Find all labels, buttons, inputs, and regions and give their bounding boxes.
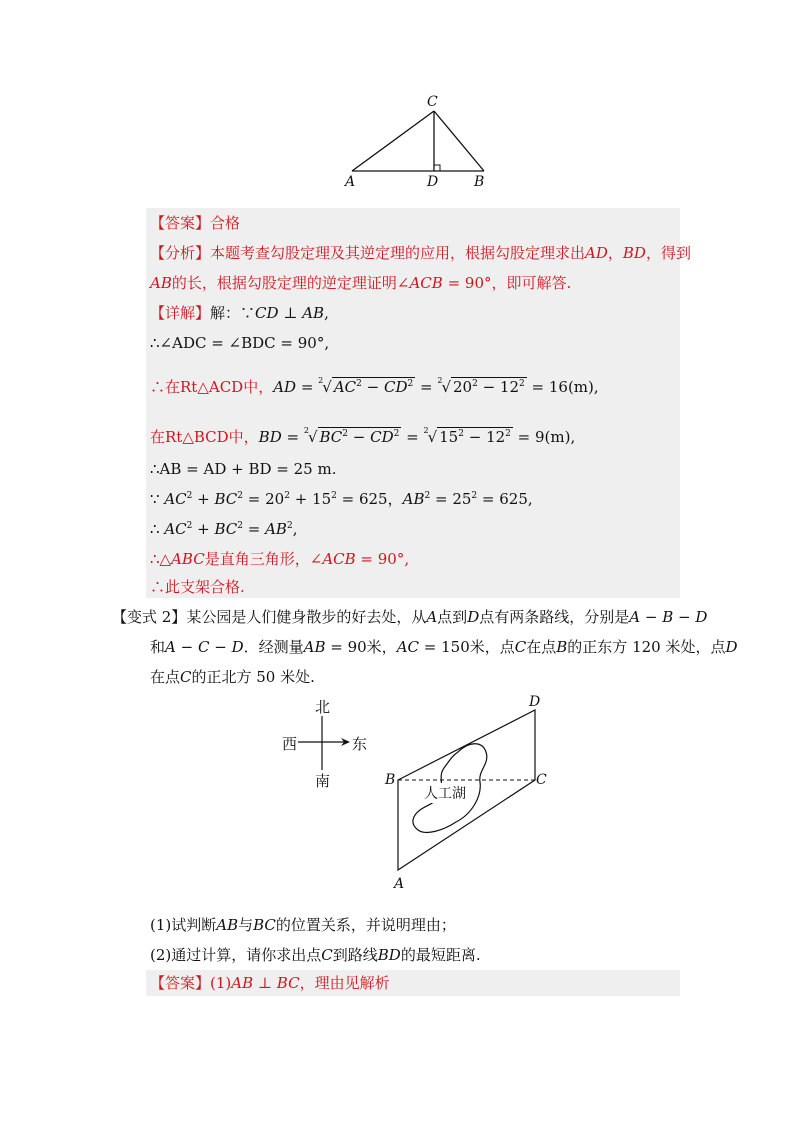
variant-answer-a: (1) (210, 974, 232, 992)
step-2: ∴∠ADC = ∠BDC = 90°, (150, 334, 330, 352)
park-label-b: B (385, 772, 396, 788)
question-2: (2)通过计算，请你求出点C到路线BD的最短距离. (150, 946, 481, 964)
q1-text-c: 的位置关系，并说明理由； (275, 916, 456, 934)
analysis-text-2b: ，即可解答. (491, 274, 572, 292)
label-a: A (345, 174, 356, 190)
step-6-sep: ， (387, 490, 403, 508)
variant-text-2d: 米，点 (469, 638, 515, 656)
analysis-line-1: 【分析】本题考查勾股定理及其逆定理的应用，根据勾股定理求出AD，BD，得到 (150, 244, 691, 262)
park-label-a: A (394, 876, 405, 892)
answer-line (150, 212, 240, 234)
variant-text-2b: ．经测量 (243, 638, 304, 656)
variant-text-2a: 和 (150, 638, 166, 656)
variant-text-1a: 某公园是人们健身散步的好去处，从 (186, 608, 427, 626)
question-1: (1)试判断AB与BC的位置关系，并说明理由； (150, 916, 456, 934)
analysis-line-2: AB的长，根据勾股定理的逆定理证明∠ACB = 90°，即可解答. (150, 274, 572, 292)
variant-tag: 【变式 2】 (112, 608, 187, 626)
analysis-text-2a: 的长，根据勾股定理的逆定理证明 (171, 274, 397, 292)
lake-label: 人工湖 (424, 783, 466, 803)
q2-text-a: (2)通过计算，请你求出点 (150, 946, 322, 964)
step-6: ∵ $AC^2 + BC^2 = 20^2 + 15^2 = 625$，$AB^2 = 25^2 = 625$, (150, 490, 533, 508)
variant-line-2: 和A − C − D．经测量AB = 90米，AC = 150米，点C在点B的正东方 120 米处，点D (150, 638, 738, 656)
variant-answer-tag: 【答案】 (150, 974, 211, 992)
variant-text-3b: 的正北方 50 米处. (191, 668, 315, 686)
q2-text-c: 的最短距离. (400, 946, 481, 964)
compass-figure (296, 710, 356, 774)
step-3-prefix: ∴在Rt△ACD中， (150, 378, 274, 396)
analysis-text-1b: ，得到 (645, 244, 691, 262)
park-label-d: D (529, 694, 541, 710)
step-8-text: 是直角三角形， (204, 550, 310, 568)
compass-east: 东 (352, 735, 368, 753)
detail-line: 【详解】解：∵CD ⊥ AB, (150, 304, 329, 322)
answer-text: 合格 (210, 214, 241, 232)
step-4-prefix: 在Rt△BCD中， (150, 428, 259, 446)
step-3: ∴在Rt△ACD中，AD = $^2$√ $AC^2 - CD^2 = ^2√$ $20^2 - 12^2 = 16(m)$, (150, 376, 599, 396)
right-triangle-figure (340, 92, 490, 192)
step-9: ∴此支架合格. (150, 578, 245, 596)
analysis-tag: 【分析】 (150, 244, 211, 262)
analysis-text-1a: 本题考查勾股定理及其逆定理的应用，根据勾股定理求出 (210, 244, 586, 262)
step-3-result: = 16(m), (526, 378, 599, 396)
variant-answer-b: ，理由见解析 (299, 974, 390, 992)
q2-text-b: 到路线 (332, 946, 378, 964)
compass-west: 西 (282, 735, 298, 753)
q1-text-b: 与 (238, 916, 254, 934)
variant-line-1: 【变式 2】某公园是人们健身散步的好去处，从A点到D点有两条路线，分别是A − B − D (112, 608, 708, 626)
compass-south: 南 (315, 772, 331, 790)
variant-text-1b: 点到 (437, 608, 468, 626)
variant-text-1c: 点有两条路线，分别是 (479, 608, 630, 626)
variant-text-2e: 在点 (526, 638, 557, 656)
step-8: ∴△ABC是直角三角形，∠ACB = 90°, (150, 550, 410, 568)
answer-tag: 【答案】 (150, 214, 211, 232)
variant-text-3a: 在点 (150, 668, 181, 686)
step-7: ∴ $AC^2 + BC^2 = AB^2$, (150, 520, 298, 538)
park-diagram (380, 690, 560, 890)
step-5: ∴AB = AD + BD = 25 m. (150, 460, 337, 478)
q1-text-a: (1)试判断 (150, 916, 217, 934)
variant-text-2f: 的正东方 120 米处，点 (567, 638, 726, 656)
step-4-result: = 9(m), (512, 428, 576, 446)
variant-answer: 【答案】(1)AB ⊥ BC，理由见解析 (150, 974, 390, 992)
park-label-c: C (536, 772, 547, 788)
step-4: 在Rt△BCD中，BD = $^2$√ $BC^2 - CD^2 = ^2√$ $15^2 - 12^2 = 9(m)$, (150, 426, 576, 446)
label-d: D (427, 174, 439, 190)
label-b: B (474, 174, 485, 190)
compass-north: 北 (315, 698, 331, 716)
detail-intro: 解：∵ (210, 304, 256, 322)
variant-text-2c: 米， (366, 638, 397, 656)
variant-line-3: 在点C的正北方 50 米处. (150, 668, 315, 686)
label-c: C (427, 94, 438, 110)
detail-tag: 【详解】 (150, 304, 211, 322)
